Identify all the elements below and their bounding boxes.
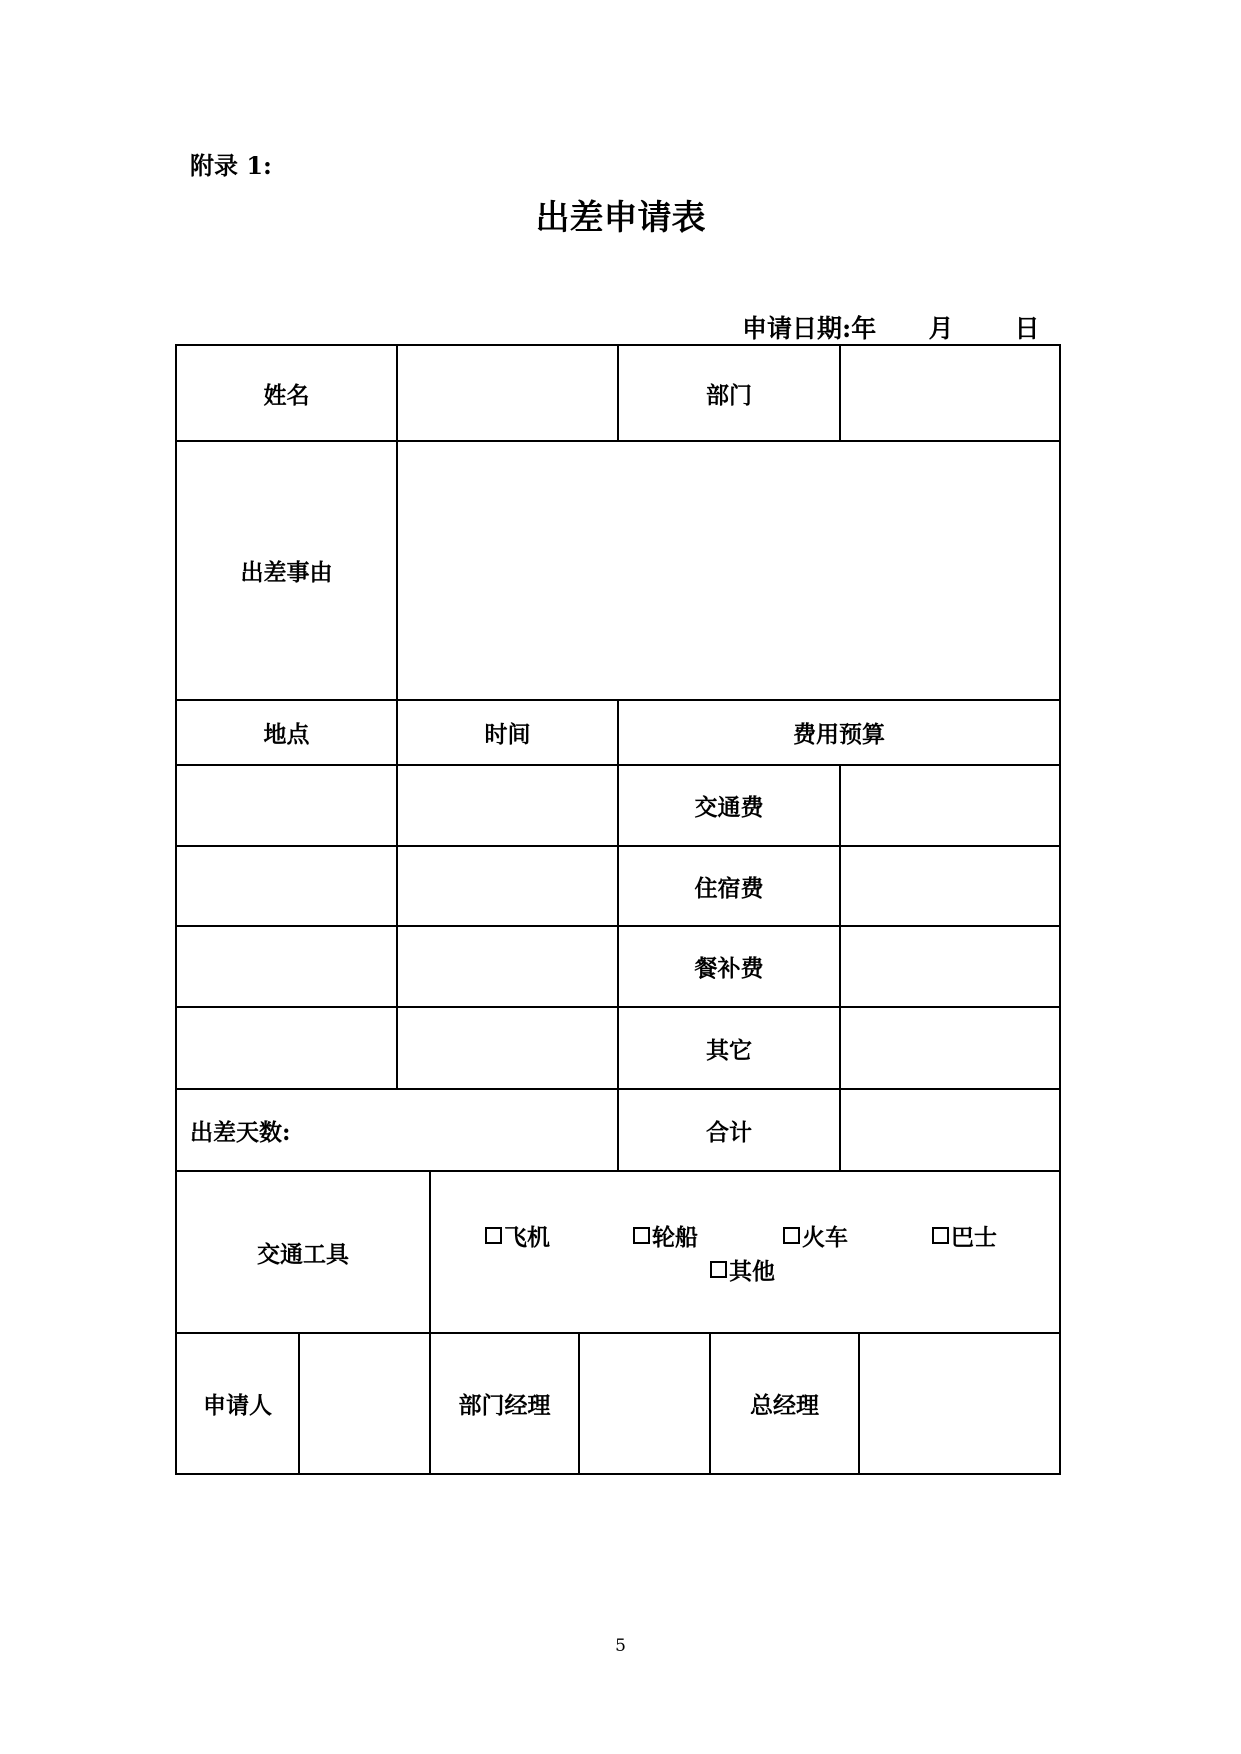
date-day: 日 [1014,314,1040,343]
transport-options [433,1177,1063,1339]
reason-field[interactable] [397,441,1060,700]
checkbox-icon[interactable] [783,1227,800,1244]
applicant-label: 申请人 [203,1392,272,1419]
dept-manager-label: 部门经理 [458,1392,551,1419]
page-number: 5 [615,1636,626,1656]
checkbox-icon[interactable] [932,1227,949,1244]
date-month: 月 [928,314,954,343]
days-label: 出差天数: [190,1118,291,1146]
application-date [742,312,1039,346]
option-other[interactable]: 其他 [710,1253,775,1286]
general-manager-signature-field[interactable] [859,1333,1060,1474]
meal-fee-field[interactable] [840,926,1060,1007]
form-title: 出差申请表 [535,198,706,238]
budget-header: 费用预算 [793,721,885,748]
checkbox-icon[interactable] [485,1227,502,1244]
location-field-4[interactable] [176,1007,397,1089]
checkbox-icon[interactable] [633,1227,650,1244]
meal-fee-label: 餐补费 [694,955,764,982]
option-ship[interactable]: 轮船 [633,1219,698,1252]
department-label: 部门 [706,381,752,409]
time-field-2[interactable] [397,846,618,926]
accommodation-fee-label: 住宿费 [694,874,764,902]
appendix-label: 附录 1: [190,151,272,180]
transport-fee-field[interactable] [840,765,1060,846]
accommodation-fee-field[interactable] [840,846,1060,926]
total-label: 合计 [706,1118,752,1146]
other-fee-label: 其它 [706,1036,752,1064]
time-field-1[interactable] [397,765,618,846]
other-fee-field[interactable] [840,1007,1060,1089]
reason-label: 出差事由 [240,559,333,586]
date-label: 申请日期: [742,314,852,343]
name-label: 姓名 [263,381,310,409]
dept-manager-signature-field[interactable] [579,1333,710,1474]
location-header: 地点 [263,721,310,748]
transport-tools-label: 交通工具 [257,1240,349,1268]
checkbox-icon[interactable] [710,1261,727,1278]
general-manager-label: 总经理 [750,1392,819,1419]
time-field-3[interactable] [397,926,618,1007]
option-bus[interactable]: 巴士 [932,1219,997,1252]
option-plane[interactable]: 飞机 [485,1219,550,1252]
option-train[interactable]: 火车 [783,1219,848,1252]
date-year: 年 [851,314,877,343]
time-field-4[interactable] [397,1007,618,1089]
location-field-3[interactable] [176,926,397,1007]
department-field[interactable] [840,345,1060,441]
location-field-2[interactable] [176,846,397,926]
location-field-1[interactable] [176,765,397,846]
name-field[interactable] [397,345,618,441]
time-header: 时间 [484,721,531,748]
total-field[interactable] [840,1089,1060,1171]
transport-fee-label: 交通费 [694,794,764,821]
applicant-signature-field[interactable] [299,1333,430,1474]
